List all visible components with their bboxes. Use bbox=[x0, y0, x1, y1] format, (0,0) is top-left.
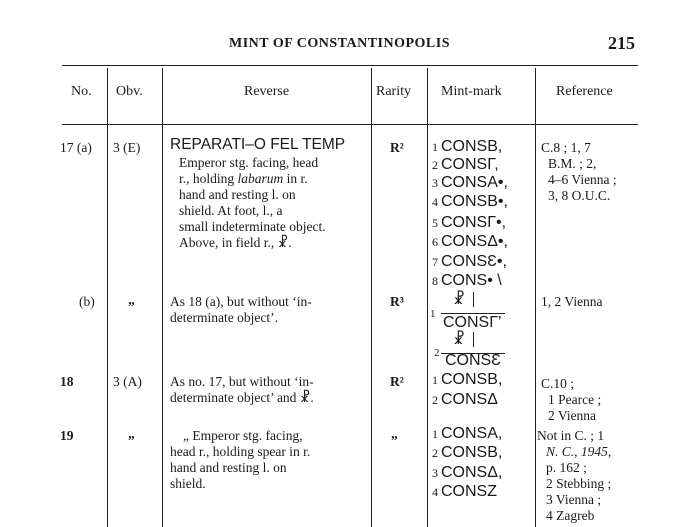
row-19-no: 19 bbox=[60, 428, 74, 443]
mintmark-number: 6 bbox=[432, 235, 438, 249]
mintmark-item bbox=[432, 193, 508, 211]
row-17b-reference-line: 1, 2 Vienna bbox=[541, 294, 603, 309]
row-19-reference-line: p. 162 ; bbox=[546, 460, 587, 475]
mintmark-item bbox=[432, 214, 506, 232]
row-19-reference-line: 3 Vienna ; bbox=[546, 492, 602, 507]
mintmark-item bbox=[432, 156, 499, 174]
header-top-rule bbox=[62, 65, 638, 66]
row-19-reference-line: 2 Stebbing ; bbox=[546, 476, 612, 491]
row-18-no: 18 bbox=[60, 374, 74, 389]
row-19-reverse-line: hand and resting l. on bbox=[170, 460, 287, 475]
mintmark-number: 4 bbox=[432, 485, 438, 499]
mintmark-number: 1 bbox=[430, 308, 436, 320]
mintmark-code: CONSB, bbox=[441, 444, 503, 461]
mintmark-code: CONSB, bbox=[441, 138, 503, 155]
mintmark-field-symbol: ☧ bbox=[453, 331, 465, 348]
row-18-rarity: R² bbox=[390, 374, 404, 389]
row-17a-rarity: R² bbox=[390, 140, 404, 155]
mintmark-code: CONSƐ bbox=[445, 352, 501, 369]
mintmark-number: 1 bbox=[432, 427, 438, 441]
mintmark-number: 5 bbox=[432, 216, 438, 230]
mintmark-code: CONSΔ bbox=[441, 391, 498, 408]
mintmark-code: CONSA•, bbox=[441, 174, 508, 191]
mintmark-code: CONSZ bbox=[441, 483, 497, 500]
mintmark-code: CONSΓ•, bbox=[441, 214, 507, 231]
mintmark-item bbox=[432, 272, 502, 290]
row-17a-reverse-text: r., holding labarum in r. bbox=[179, 171, 308, 186]
mintmark-item bbox=[432, 174, 508, 192]
mintmark-item bbox=[432, 483, 497, 501]
mintmark-number: 2 bbox=[434, 347, 440, 359]
mintmark-code: CONS• \ bbox=[441, 272, 502, 289]
mintmark-item bbox=[432, 138, 502, 156]
row-17a-reference-line: 4–6 Vienna ; bbox=[548, 172, 617, 187]
col-header-reverse: Reverse bbox=[244, 84, 290, 99]
row-19-reverse-line: „ Emperor stg. facing, bbox=[183, 428, 303, 443]
row-17b-reverse-line: As 18 (a), but without ‘in- bbox=[170, 294, 312, 309]
mintmark-code: CONSB, bbox=[441, 371, 503, 388]
col-header-rarity: Rarity bbox=[376, 84, 411, 99]
row-19-reverse-line: head r., holding spear in r. bbox=[170, 444, 311, 459]
mintmark-number: 3 bbox=[432, 466, 438, 480]
row-17b-obv: „ bbox=[128, 292, 135, 307]
mintmark-code: CONSΔ, bbox=[441, 464, 503, 481]
row-19-obv: „ bbox=[128, 426, 135, 441]
col-divider-5 bbox=[535, 68, 536, 527]
row-17a-reverse-line bbox=[179, 171, 308, 187]
row-19-reverse-line: shield. bbox=[170, 476, 206, 491]
row-18-reverse-line: As no. 17, but without ‘in- bbox=[170, 374, 314, 389]
col-divider-1 bbox=[107, 68, 108, 527]
header-bottom-rule bbox=[62, 124, 638, 125]
row-19-reference-line: Not in C. ; 1 bbox=[537, 428, 605, 443]
row-17a-reference-line: B.M. ; 2, bbox=[548, 156, 597, 171]
col-divider-3 bbox=[371, 68, 372, 527]
row-17b-reverse-line: determinate object’. bbox=[170, 310, 278, 325]
mintmark-code: CONSΓ, bbox=[441, 156, 499, 173]
mintmark-code: CONSA, bbox=[441, 425, 503, 442]
mintmark-item bbox=[432, 371, 502, 389]
mintmark-code: CONSƐ•, bbox=[441, 253, 507, 270]
row-17a-reference-line: 3, 8 O.U.C. bbox=[548, 188, 611, 203]
mintmark-number: 4 bbox=[432, 195, 438, 209]
row-19-rarity: „ bbox=[391, 426, 398, 441]
col-header-reference: Reference bbox=[556, 84, 613, 99]
row-18-reference-line: C.10 ; bbox=[541, 376, 575, 391]
row-17a-reverse-line: hand and resting l. on bbox=[179, 187, 296, 202]
col-header-mintmark: Mint-mark bbox=[441, 84, 502, 99]
row-17b-rarity: R³ bbox=[390, 294, 404, 309]
mintmark-number: 2 bbox=[432, 158, 438, 172]
mintmark-divider-bar bbox=[473, 292, 474, 307]
row-17b-no: (b) bbox=[79, 294, 95, 309]
row-18-reference-line: 1 Pearce ; bbox=[548, 392, 602, 407]
col-divider-4 bbox=[427, 68, 428, 527]
mintmark-field-symbol: ☧ bbox=[453, 291, 465, 308]
mintmark-item bbox=[432, 253, 507, 271]
row-17a-reverse-line: Above, in field r., ☧. bbox=[179, 235, 292, 250]
col-divider-2 bbox=[162, 68, 163, 527]
row-17a-reference-line: C.8 ; 1, 7 bbox=[541, 140, 591, 155]
row-18-reverse-line: determinate object’ and ☧. bbox=[170, 390, 314, 405]
running-head: MINT OF CONSTANTINOPOLIS bbox=[229, 36, 450, 51]
mintmark-number: 3 bbox=[432, 176, 438, 190]
mintmark-divider-bar bbox=[473, 332, 474, 347]
row-18-obv: 3 (A) bbox=[113, 374, 142, 389]
row-19-reference-line: 4 Zagreb bbox=[546, 508, 595, 523]
row-18-reference-line: 2 Vienna bbox=[548, 408, 597, 423]
row-17a-reverse-legend: REPARATI–O FEL TEMP bbox=[170, 136, 346, 153]
mintmark-number: 2 bbox=[432, 393, 438, 407]
mintmark-item bbox=[432, 425, 502, 443]
page-number: 215 bbox=[608, 33, 635, 53]
mintmark-number: 7 bbox=[432, 255, 438, 269]
mintmark-code: CONSΔ•, bbox=[441, 233, 508, 250]
row-17a-obv: 3 (E) bbox=[113, 140, 141, 155]
mintmark-number: 1 bbox=[432, 373, 438, 387]
mintmark-code: CONSΓ’ bbox=[443, 314, 502, 331]
mintmark-number: 2 bbox=[432, 446, 438, 460]
labarum-term: labarum bbox=[237, 171, 284, 186]
mintmark-number: 1 bbox=[432, 140, 438, 154]
mintmark-code: CONSB•, bbox=[441, 193, 508, 210]
mintmark-item bbox=[432, 391, 498, 409]
mintmark-item bbox=[432, 464, 502, 482]
row-17a-reverse-line: small indeterminate object. bbox=[179, 219, 326, 234]
col-header-obv: Obv. bbox=[116, 84, 143, 99]
row-17a-reverse-line: shield. At foot, l., a bbox=[179, 203, 283, 218]
mintmark-number: 8 bbox=[432, 274, 438, 288]
row-17a-reverse-line: Emperor stg. facing, head bbox=[179, 155, 319, 170]
col-header-no: No. bbox=[71, 84, 92, 99]
mintmark-item bbox=[432, 233, 508, 251]
mintmark-item bbox=[432, 444, 502, 462]
row-17a-no: 17 (a) bbox=[60, 140, 92, 155]
row-19-reference-line: N. C., 1945, bbox=[546, 444, 612, 459]
